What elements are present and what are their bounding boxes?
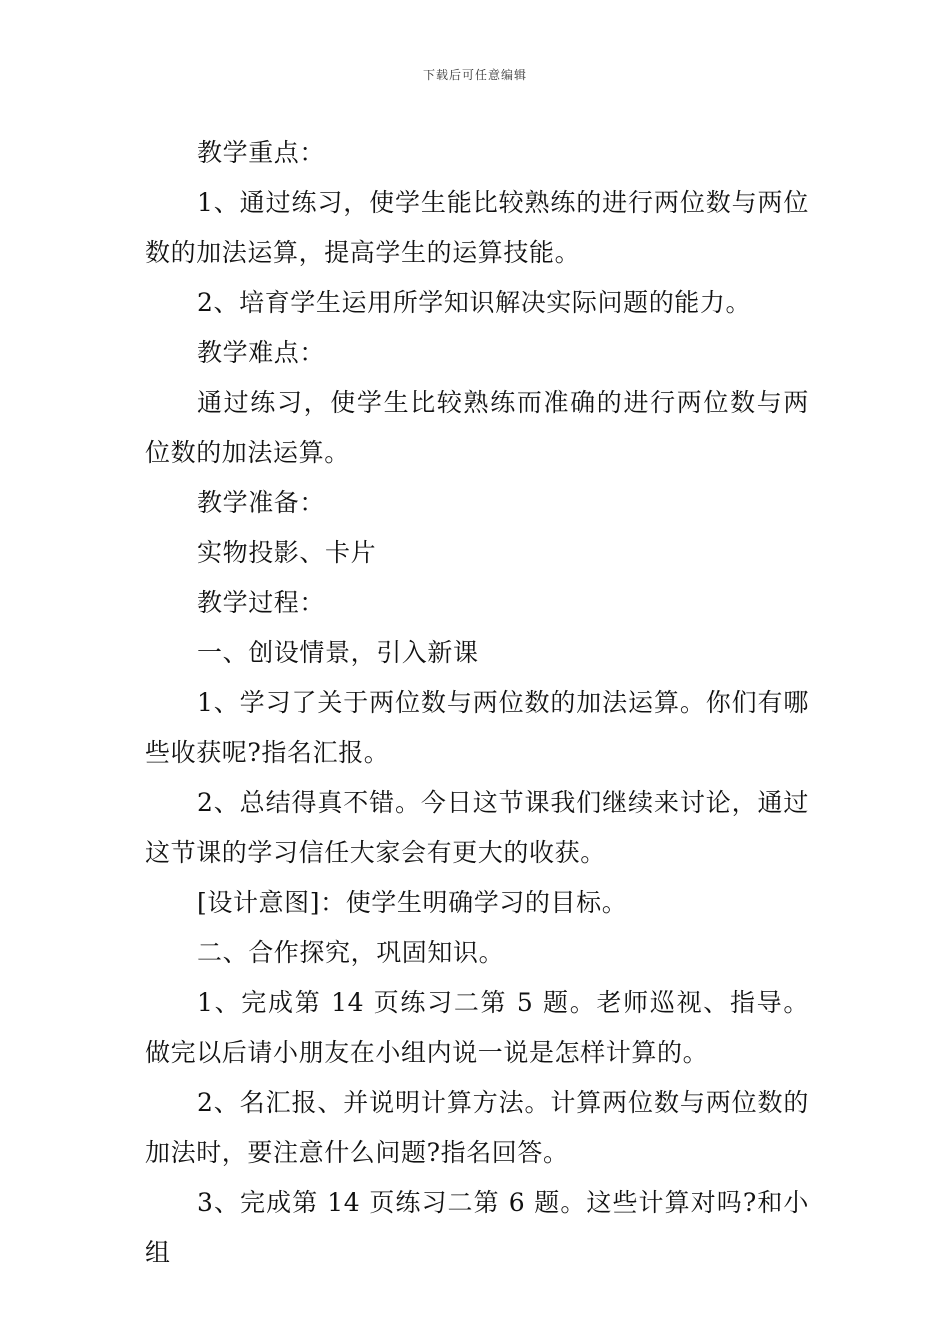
paragraph-section-two-item-2: 2、名汇报、并说明计算方法。计算两位数与两位数的加法时，要注意什么问题?指名回答。: [145, 1088, 809, 1167]
paragraph-design-intent: [设计意图]：使学生明确学习的目标。: [197, 888, 628, 917]
paragraph-process-heading: 教学过程：: [197, 588, 326, 617]
paragraph-key-point-1: 1、通过练习，使学生能比较熟练的进行两位数与两位数的加法运算，提高学生的运算技能。: [145, 188, 809, 267]
paragraph-difficulty: 通过练习，使学生比较熟练而准确的进行两位数与两位数的加法运算。: [145, 388, 809, 467]
paragraph-preparation-heading: 教学准备：: [197, 488, 326, 517]
paragraph-section-two-item-3: 3、完成第 14 页练习二第 6 题。这些计算对吗?和小组: [145, 1188, 809, 1267]
paragraph-key-points-heading: 教学重点：: [197, 138, 326, 167]
paragraph-preparation: 实物投影、卡片: [197, 538, 377, 567]
paragraph-section-one-item-2: 2、总结得真不错。今日这节课我们继续来讨论，通过这节课的学习信任大家会有更大的收获。: [145, 788, 809, 867]
paragraph-section-two: 二、合作探究，巩固知识。: [197, 938, 505, 967]
document-body: [145, 128, 809, 1278]
paragraph-key-point-2: 2、培育学生运用所学知识解决实际问题的能力。: [197, 288, 752, 317]
paragraph-difficulty-heading: 教学难点：: [197, 338, 326, 367]
paragraph-section-one: 一、创设情景，引入新课: [197, 638, 479, 667]
paragraph-section-two-item-1: 1、完成第 14 页练习二第 5 题。老师巡视、指导。做完以后请小朋友在小组内说一说是怎样计算的。: [145, 988, 809, 1067]
page-header: 下载后可任意编辑: [422, 68, 527, 82]
paragraph-section-one-item-1: 1、学习了关于两位数与两位数的加法运算。你们有哪些收获呢?指名汇报。: [145, 688, 809, 767]
